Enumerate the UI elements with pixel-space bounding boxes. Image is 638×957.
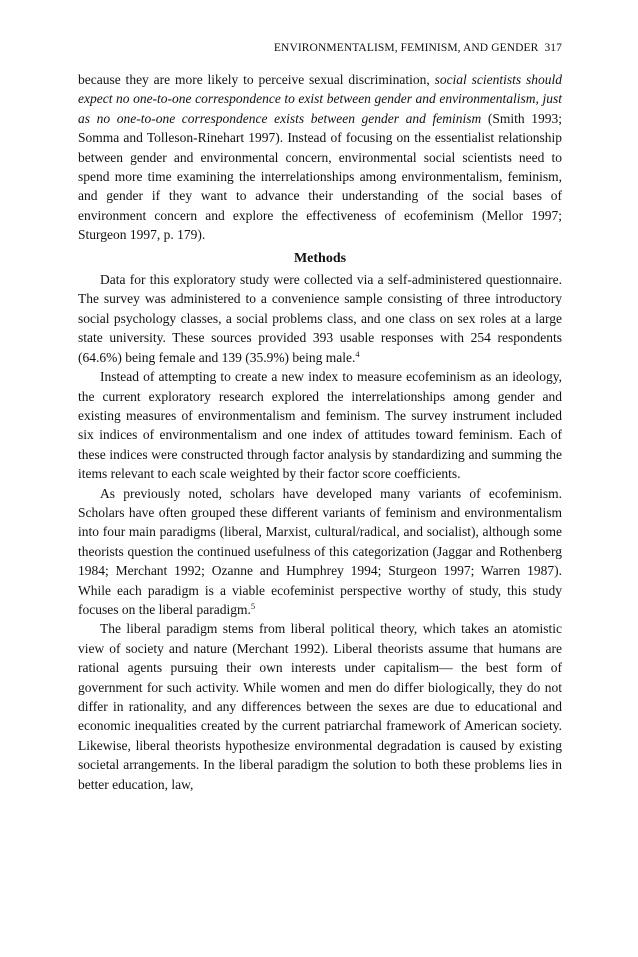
p4-text: As previously noted, scholars have developed many variants of ecofeminism. Scholars have often grouped these different variants of feminism and environmentalism into four main paradigms (liberal, Marxist, cultural/radical, and socialist), although some theorists question the continued usefulness of this categorization (Jaggar and Rothenberg 1984; Merchant 1992; Ozanne and Humphrey 1994; Sturgeon 1997; Warren 1987). While each paradigm is a viable ecofeminist perspective worthy of study, this study focuses on the liberal paradigm.	[78, 485, 562, 617]
running-title: ENVIRONMENTALISM, FEMINISM, AND GENDER	[273, 42, 539, 54]
running-header	[78, 42, 562, 54]
p2-text: Data for this exploratory study were collected via a self-administered questionnaire. The survey was administered to a convenience sample consisting of three introductory social psychology classes, a social problems class, and one class on sex roles at a large state university. These sources provided 393 usable responses with 254 respondents (64.6%) being female and 139 (35.9%) being male.	[78, 272, 562, 365]
footnote-marker-5: 5	[250, 600, 256, 611]
paragraph-liberal-paradigm: The liberal paradigm stems from liberal political theory, which takes an atomistic view of society and nature (Merchant 1992). Liberal theorists assume that humans are rational agents pursuing their own interests under capitalism— the best form of government for such activity. While women and men do differ biologically, they do not differ in rationality, and any differences between the sexes are due to educational and economic inequalities created by the current patriarchal framework of American society. Likewise, liberal theorists hypothesize environmental degradation is caused by existing societal arrangements. In the liberal paradigm the solution to both these problems lies in better education, law,	[78, 621, 562, 792]
footnote-marker-4: 4	[355, 348, 360, 359]
page-number: 317	[544, 42, 562, 54]
p1-lead: because they are more likely to perceive sexual discrimination,	[78, 72, 435, 87]
p1-tail: (Smith 1993; Somma and Tolleson-Rinehart 1997). Instead of focusing on the essentialist relationship between gender and environmental concern, environmental social scientists need to spend more time examining the interrelationships among environmentalism, feminism, and gender if they want to advance their understanding of the social bases of environment concern and explore the effectiveness of ecofeminism (Mellor 1997; Sturgeon 1997, p. 179).	[78, 110, 562, 243]
paragraph-continued	[78, 70, 562, 245]
article-body	[78, 70, 562, 794]
paragraph-measures: Instead of attempting to create a new index to measure ecofeminism as an ideology, the current exploratory research explored the interrelationships among gender and existing measures of environmentalism and feminism. The survey instrument included six indices of environmentalism and one index of attitudes toward feminism. Each of these indices were constructed through factor analysis by standardizing and summing the items relevant to each scale weighted by their factor score coefficients.	[78, 369, 562, 482]
p1-italic-claim: social scientists should expect no one-to-one correspondence to exist between gender and environmentalism, just as no one-to-one correspondence exists between gender and feminism	[78, 72, 562, 126]
section-heading-methods: Methods	[293, 250, 347, 266]
paragraph-paradigms	[78, 484, 562, 620]
paragraph-data-collection	[78, 270, 562, 367]
